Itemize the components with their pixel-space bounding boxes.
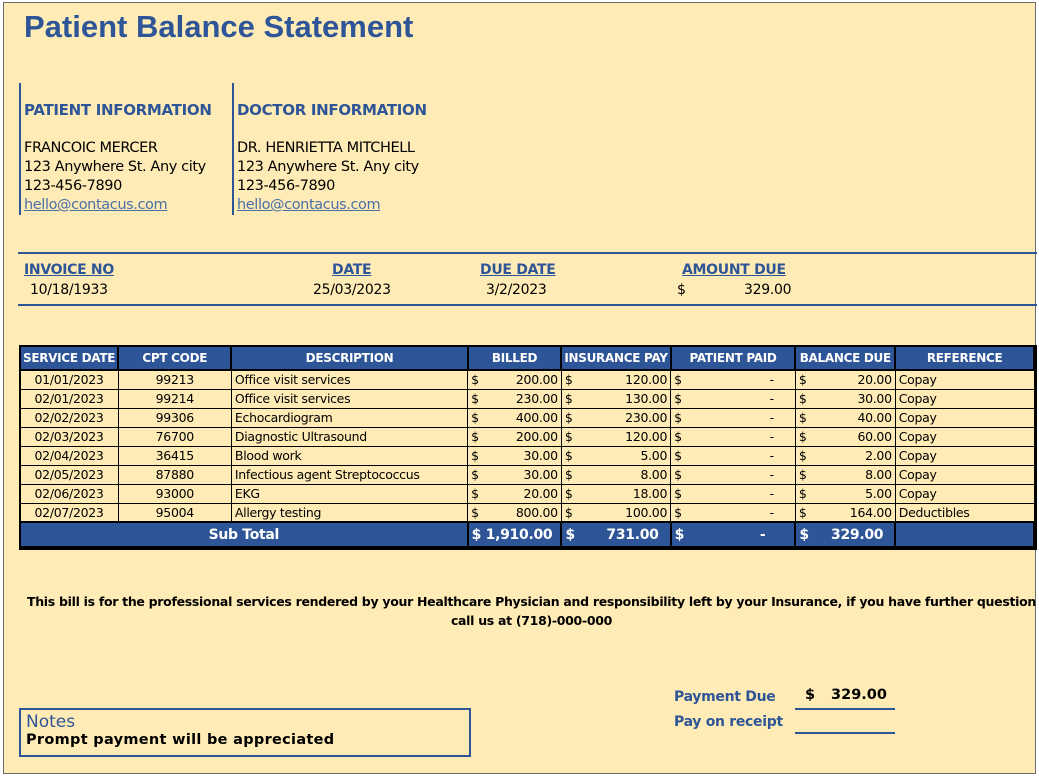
pay-on-receipt-label: Pay on receipt	[674, 714, 783, 730]
reference-cell: Copay	[895, 446, 1034, 465]
description-cell: Office visit services	[231, 389, 467, 408]
table-row	[20, 370, 1034, 389]
cpt-code-cell: 93000	[118, 484, 231, 503]
due-date-label: DUE DATE	[480, 262, 556, 278]
subtotal-paid: $ -	[671, 522, 796, 547]
patient-paid-cell: $ -	[671, 370, 796, 389]
payment-due-value: 329.00	[831, 687, 887, 703]
column-header: REFERENCE	[895, 346, 1034, 370]
insurance-pay-cell: $ 230.00	[561, 408, 670, 427]
disclaimer-text: This bill is for the professional services rendered by your Healthcare Physician and responsibility left by your Insurance, if you have further question call us at (718)-000-000	[26, 594, 1037, 628]
balance-due-cell: $ 8.00	[795, 465, 895, 484]
billed-cell: $ 800.00	[468, 503, 562, 522]
insurance-pay-cell: $ 120.00	[561, 370, 670, 389]
column-header: INSURANCE PAY	[561, 346, 670, 370]
insurance-pay-cell: $ 120.00	[561, 427, 670, 446]
services-table	[19, 345, 1035, 548]
date-value: 25/03/2023	[313, 282, 391, 298]
column-header: BILLED	[468, 346, 562, 370]
service-date-cell: 02/07/2023	[20, 503, 118, 522]
table-row	[20, 427, 1034, 446]
subtotal-label: Sub Total	[20, 522, 468, 547]
notes-body: Prompt payment will be appreciated	[26, 732, 335, 748]
insurance-pay-cell: $ 5.00	[561, 446, 670, 465]
patient-paid-cell: $ -	[671, 446, 796, 465]
patient-paid-cell: $ -	[671, 427, 796, 446]
table-header-row	[20, 346, 1034, 370]
balance-due-cell: $ 164.00	[795, 503, 895, 522]
invoice-no-value: 10/18/1933	[30, 282, 108, 298]
balance-due-cell: $ 40.00	[795, 408, 895, 427]
notes-title: Notes	[26, 712, 76, 732]
description-cell: Echocardiogram	[231, 408, 467, 427]
patient-paid-cell: $ -	[671, 389, 796, 408]
table-row	[20, 446, 1034, 465]
divider	[18, 252, 1037, 254]
service-date-cell: 02/01/2023	[20, 389, 118, 408]
table-row	[20, 484, 1034, 503]
column-header: SERVICE DATE	[20, 346, 118, 370]
patient-info-heading: PATIENT INFORMATION	[24, 101, 212, 119]
insurance-pay-cell: $ 100.00	[561, 503, 670, 522]
payment-due-currency: $	[805, 687, 816, 703]
column-header: BALANCE DUE	[795, 346, 895, 370]
reference-cell: Deductibles	[895, 503, 1034, 522]
notes-box	[19, 708, 471, 757]
date-label: DATE	[332, 262, 372, 278]
billed-cell: $ 200.00	[468, 370, 562, 389]
reference-cell: Copay	[895, 484, 1034, 503]
cpt-code-cell: 36415	[118, 446, 231, 465]
patient-name: FRANCOIC MERCER	[24, 140, 158, 156]
page-title: Patient Balance Statement	[24, 9, 414, 44]
description-cell: Infectious agent Streptococcus	[231, 465, 467, 484]
patient-paid-cell: $ -	[671, 465, 796, 484]
doctor-email-link[interactable]: hello@contacus.com	[237, 197, 381, 213]
patient-paid-cell: $ -	[671, 408, 796, 427]
column-header: PATIENT PAID	[671, 346, 796, 370]
cpt-code-cell: 99213	[118, 370, 231, 389]
cpt-code-cell: 95004	[118, 503, 231, 522]
service-date-cell: 02/02/2023	[20, 408, 118, 427]
subtotal-balance: $ 329.00	[795, 522, 895, 547]
amount-due-currency: $	[677, 282, 686, 298]
billed-cell: $ 200.00	[468, 427, 562, 446]
reference-cell: Copay	[895, 370, 1034, 389]
insurance-pay-cell: $ 18.00	[561, 484, 670, 503]
reference-cell: Copay	[895, 408, 1034, 427]
table-row	[20, 389, 1034, 408]
description-cell: EKG	[231, 484, 467, 503]
service-date-cell: 02/06/2023	[20, 484, 118, 503]
patient-email-link[interactable]: hello@contacus.com	[24, 197, 168, 213]
reference-cell: Copay	[895, 427, 1034, 446]
patient-phone: 123-456-7890	[24, 178, 122, 194]
cpt-code-cell: 87880	[118, 465, 231, 484]
cpt-code-cell: 76700	[118, 427, 231, 446]
doctor-address: 123 Anywhere St. Any city	[237, 159, 419, 175]
subtotal-row	[20, 522, 1034, 547]
service-date-cell: 02/04/2023	[20, 446, 118, 465]
balance-due-cell: $ 20.00	[795, 370, 895, 389]
doctor-phone: 123-456-7890	[237, 178, 335, 194]
invoice-no-label: INVOICE NO	[24, 262, 114, 278]
balance-due-cell: $ 2.00	[795, 446, 895, 465]
reference-cell: Copay	[895, 389, 1034, 408]
cpt-code-cell: 99214	[118, 389, 231, 408]
balance-due-cell: $ 30.00	[795, 389, 895, 408]
subtotal-insurance: $ 731.00	[561, 522, 670, 547]
patient-address: 123 Anywhere St. Any city	[24, 159, 206, 175]
table-row	[20, 408, 1034, 427]
billed-cell: $ 400.00	[468, 408, 562, 427]
subtotal-billed: $ 1,910.00	[468, 522, 562, 547]
insurance-pay-cell: $ 8.00	[561, 465, 670, 484]
doctor-info	[232, 83, 427, 215]
service-date-cell: 01/01/2023	[20, 370, 118, 389]
amount-due-label: AMOUNT DUE	[682, 262, 786, 278]
service-date-cell: 02/03/2023	[20, 427, 118, 446]
patient-info	[19, 83, 212, 215]
reference-cell: Copay	[895, 465, 1034, 484]
pay-on-receipt-line	[795, 715, 895, 734]
insurance-pay-cell: $ 130.00	[561, 389, 670, 408]
column-header: CPT CODE	[118, 346, 231, 370]
payment-due-label: Payment Due	[674, 689, 776, 705]
billed-cell: $ 30.00	[468, 465, 562, 484]
billed-cell: $ 230.00	[468, 389, 562, 408]
balance-due-cell: $ 60.00	[795, 427, 895, 446]
service-date-cell: 02/05/2023	[20, 465, 118, 484]
billed-cell: $ 20.00	[468, 484, 562, 503]
description-cell: Diagnostic Ultrasound	[231, 427, 467, 446]
description-cell: Blood work	[231, 446, 467, 465]
divider	[18, 304, 1037, 306]
table-row	[20, 465, 1034, 484]
payment-due-amount	[795, 687, 895, 710]
patient-paid-cell: $ -	[671, 484, 796, 503]
description-cell: Allergy testing	[231, 503, 467, 522]
amount-due-value: 329.00	[744, 282, 792, 298]
due-date-value: 3/2/2023	[486, 282, 547, 298]
balance-due-cell: $ 5.00	[795, 484, 895, 503]
subtotal-reference	[895, 522, 1034, 547]
doctor-info-heading: DOCTOR INFORMATION	[237, 101, 427, 119]
table-row	[20, 503, 1034, 522]
billed-cell: $ 30.00	[468, 446, 562, 465]
statement-sheet	[3, 2, 1036, 774]
description-cell: Office visit services	[231, 370, 467, 389]
cpt-code-cell: 99306	[118, 408, 231, 427]
column-header: DESCRIPTION	[231, 346, 467, 370]
patient-paid-cell: $ -	[671, 503, 796, 522]
doctor-name: DR. HENRIETTA MITCHELL	[237, 140, 415, 156]
